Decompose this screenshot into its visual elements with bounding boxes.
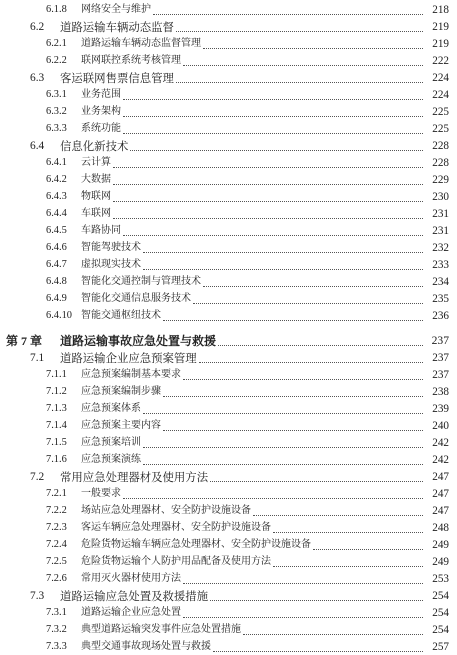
toc-entry-number: 6.4.9	[46, 293, 67, 304]
toc-entry-page-number: 224	[432, 72, 449, 84]
toc-entry-page-number: 228	[432, 157, 449, 169]
toc-entry-number: 6.3.1	[46, 89, 67, 100]
dot-leader	[163, 385, 423, 397]
toc-entry[interactable]	[0, 571, 457, 587]
toc-entry[interactable]	[0, 87, 457, 103]
dot-leader	[273, 555, 423, 567]
toc-entry-page-number: 248	[432, 522, 449, 534]
toc-entry-page-number: 254	[432, 607, 449, 619]
toc-entry[interactable]	[0, 588, 457, 604]
toc-entry-title: 智能化交通信息服务技术	[81, 293, 191, 304]
toc-entry-page-number: 257	[432, 641, 449, 653]
toc-entry[interactable]	[0, 435, 457, 451]
dot-leader	[183, 368, 423, 380]
toc-entry[interactable]	[0, 206, 457, 222]
toc-entry-number: 7.1.4	[46, 420, 67, 431]
toc-entry-title: 一般要求	[81, 488, 121, 499]
toc-entry-page-number: 231	[432, 208, 449, 220]
dot-leader	[213, 640, 423, 652]
dot-leader	[163, 309, 423, 321]
toc-entry[interactable]	[0, 537, 457, 553]
toc-entry-title: 危险货物运输个人防护用品配备及使用方法	[81, 556, 271, 567]
toc-entry-title: 客运车辆应急处理器材、安全防护设施设备	[81, 522, 271, 533]
toc-entry-page-number: 224	[432, 89, 449, 101]
toc-entry[interactable]	[0, 350, 457, 366]
toc-entry-page-number: 219	[432, 21, 449, 33]
toc-entry[interactable]	[0, 384, 457, 400]
toc-entry-page-number: 253	[432, 573, 449, 585]
dot-leader	[199, 351, 423, 363]
toc-entry-title: 场站应急处理器材、安全防护设施设备	[81, 505, 251, 516]
toc-entry-page-number: 235	[432, 293, 449, 305]
toc-entry-title: 网络安全与维护	[81, 4, 151, 15]
toc-entry-page-number: 218	[432, 4, 449, 16]
toc-entry[interactable]	[0, 121, 457, 137]
dot-leader	[143, 258, 423, 270]
toc-entry[interactable]	[0, 257, 457, 273]
toc-entry-title: 物联网	[81, 191, 111, 202]
toc-entry-title: 典型道路运输突发事件应急处置措施	[81, 624, 241, 635]
dot-leader	[176, 20, 423, 32]
toc-entry[interactable]	[0, 70, 457, 86]
toc-entry-title: 应急预案体系	[81, 403, 141, 414]
toc-entry-number: 7.3.1	[46, 607, 67, 618]
toc-entry-title: 道路运输应急处置及救援措施	[60, 589, 209, 603]
toc-entry[interactable]	[0, 2, 457, 18]
toc-entry-number: 6.4.8	[46, 276, 67, 287]
toc-entry[interactable]	[0, 19, 457, 35]
toc-entry[interactable]	[0, 333, 457, 349]
toc-entry-number: 7.2.6	[46, 573, 67, 584]
toc-entry-number: 7.1.3	[46, 403, 67, 414]
toc-entry-number: 6.2.2	[46, 55, 67, 66]
toc-entry-title: 应急预案培训	[81, 437, 141, 448]
dot-leader	[176, 71, 423, 83]
dot-leader	[113, 156, 423, 168]
toc-entry[interactable]	[0, 291, 457, 307]
toc-entry[interactable]	[0, 639, 457, 655]
dot-leader	[123, 122, 423, 134]
toc-entry-number: 7.3.3	[46, 641, 67, 652]
toc-entry-title: 应急预案主要内容	[81, 420, 161, 431]
toc-entry[interactable]	[0, 104, 457, 120]
dot-leader	[130, 139, 423, 151]
toc-entry[interactable]	[0, 452, 457, 468]
toc-entry-page-number: 225	[432, 123, 449, 135]
toc-entry[interactable]	[0, 308, 457, 324]
toc-entry[interactable]	[0, 486, 457, 502]
toc-entry[interactable]	[0, 240, 457, 256]
toc-entry-title: 常用灭火器材使用方法	[81, 573, 181, 584]
toc-entry-title: 车路协同	[81, 225, 121, 236]
toc-entry-title: 危险货物运输车辆应急处理器材、安全防护设施设备	[81, 539, 311, 550]
toc-entry-page-number: 237	[432, 352, 449, 364]
toc-entry-title: 业务架构	[81, 106, 121, 117]
dot-leader	[153, 3, 423, 15]
toc-entry-page-number: 231	[432, 225, 449, 237]
dot-leader	[210, 589, 423, 601]
dot-leader	[210, 470, 423, 482]
dot-leader	[143, 402, 423, 414]
dot-leader	[113, 173, 423, 185]
toc-entry-page-number: 249	[432, 556, 449, 568]
toc-entry[interactable]	[0, 605, 457, 621]
toc-entry-number: 7.1	[30, 352, 45, 364]
toc-entry-page-number: 222	[432, 55, 449, 67]
toc-entry-number: 6.4.2	[46, 174, 67, 185]
toc-entry[interactable]	[0, 53, 457, 69]
toc-entry-title: 道路运输车辆动态监督	[60, 20, 174, 34]
toc-entry-title: 客运联网售票信息管理	[60, 71, 174, 85]
toc-entry[interactable]	[0, 223, 457, 239]
toc-entry-page-number: 237	[431, 334, 449, 347]
toc-entry-title: 道路运输车辆动态监督管理	[81, 38, 201, 49]
toc-entry-page-number: 219	[432, 38, 449, 50]
toc-entry-number: 6.3.3	[46, 123, 67, 134]
dot-leader	[253, 504, 423, 516]
toc-entry-title: 信息化新技术	[60, 139, 129, 153]
toc-entry-number: 6.2	[30, 21, 45, 33]
toc-entry-number: 7.1.5	[46, 437, 67, 448]
toc-entry-title: 智能驾驶技术	[81, 242, 141, 253]
toc-entry[interactable]	[0, 172, 457, 188]
toc-entry[interactable]	[0, 155, 457, 171]
toc-entry[interactable]	[0, 189, 457, 205]
toc-entry-page-number: 247	[432, 488, 449, 500]
toc-entry-number: 7.2	[30, 471, 45, 483]
toc-entry-number: 7.1.6	[46, 454, 67, 465]
dot-leader	[123, 105, 423, 117]
toc-entry-number: 7.2.3	[46, 522, 67, 533]
toc-entry-number: 6.3	[30, 72, 45, 84]
toc-entry-page-number: 236	[432, 310, 449, 322]
toc-entry-page-number: 249	[432, 539, 449, 551]
dot-leader	[123, 487, 423, 499]
toc-entry-page-number: 242	[432, 454, 449, 466]
toc-entry-title: 道路运输事故应急处置与救援	[60, 334, 217, 348]
toc-entry-number: 7.1.1	[46, 369, 67, 380]
toc-entry-number: 6.4.7	[46, 259, 67, 270]
toc-entry-number: 6.2.1	[46, 38, 67, 49]
toc-entry[interactable]	[0, 138, 457, 154]
toc-entry-number: 6.3.2	[46, 106, 67, 117]
toc-entry-page-number: 247	[432, 505, 449, 517]
toc-entry[interactable]	[0, 418, 457, 434]
toc-entry-number: 7.2.1	[46, 488, 67, 499]
dot-leader	[243, 623, 423, 635]
toc-entry-title: 联网联控系统考核管理	[81, 55, 181, 66]
dot-leader	[203, 37, 423, 49]
toc-entry-title: 道路运输企业应急处置	[81, 607, 181, 618]
toc-entry-page-number: 237	[432, 369, 449, 381]
dot-leader	[193, 292, 423, 304]
toc-entry-number: 7.3.2	[46, 624, 67, 635]
toc-entry-page-number: 230	[432, 191, 449, 203]
toc-entry-number: 6.4	[30, 140, 45, 152]
toc-entry-number: 6.4.6	[46, 242, 67, 253]
toc-entry-number: 6.1.8	[46, 4, 67, 15]
toc-entry-number: 7.2.2	[46, 505, 67, 516]
toc-entry[interactable]	[0, 554, 457, 570]
toc-entry-number: 7.2.5	[46, 556, 67, 567]
toc-entry-title: 云计算	[81, 157, 111, 168]
dot-leader	[143, 241, 423, 253]
toc-entry-title: 智能化交通控制与管理技术	[81, 276, 201, 287]
toc-entry-page-number: 239	[432, 403, 449, 415]
dot-leader	[113, 207, 423, 219]
toc-entry-title: 车联网	[81, 208, 111, 219]
dot-leader	[183, 54, 423, 66]
toc-entry[interactable]	[0, 622, 457, 638]
dot-leader	[203, 275, 423, 287]
dot-leader	[113, 190, 423, 202]
toc-entry[interactable]	[0, 503, 457, 519]
toc-entry-page-number: 247	[432, 471, 449, 483]
dot-leader	[313, 538, 423, 550]
toc-entry-page-number: 234	[432, 276, 449, 288]
toc-entry[interactable]	[0, 36, 457, 52]
toc-entry-number: 7.3	[30, 590, 45, 602]
toc-entry-title: 应急预案编制基本要求	[81, 369, 181, 380]
toc-entry[interactable]	[0, 367, 457, 383]
toc-entry-number: 7.1.2	[46, 386, 67, 397]
dot-leader	[218, 334, 423, 346]
toc-entry-title: 系统功能	[81, 123, 121, 134]
toc-entry-page-number: 228	[432, 140, 449, 152]
toc-entry-page-number: 232	[432, 242, 449, 254]
toc-entry-title: 常用应急处理器材及使用方法	[60, 470, 209, 484]
toc-entry-page-number: 238	[432, 386, 449, 398]
toc-entry-page-number: 229	[432, 174, 449, 186]
toc-entry-page-number: 242	[432, 437, 449, 449]
toc-entry-number: 第 7 章	[6, 334, 43, 348]
toc-entry-title: 业务范围	[81, 89, 121, 100]
toc-entry-title: 智能交通枢纽技术	[81, 310, 161, 321]
dot-leader	[163, 419, 423, 431]
toc-entry-page-number: 254	[432, 624, 449, 636]
toc-entry-number: 6.4.3	[46, 191, 67, 202]
toc-entry-page-number: 233	[432, 259, 449, 271]
toc-entry-number: 6.4.5	[46, 225, 67, 236]
toc-entry-page-number: 225	[432, 106, 449, 118]
toc-entry-title: 大数据	[81, 174, 111, 185]
toc-entry-number: 7.2.4	[46, 539, 67, 550]
dot-leader	[183, 572, 423, 584]
toc-entry[interactable]	[0, 401, 457, 417]
toc-entry-page-number: 240	[432, 420, 449, 432]
toc-entry-title: 典型交通事故现场处置与救援	[81, 641, 211, 652]
toc-entry-title: 应急预案编制步骤	[81, 386, 161, 397]
toc-entry-number: 6.4.10	[46, 310, 72, 321]
dot-leader	[183, 606, 423, 618]
toc-entry[interactable]	[0, 469, 457, 485]
toc-entry-page-number: 254	[432, 590, 449, 602]
toc-entry-title: 道路运输企业应急预案管理	[60, 351, 197, 365]
dot-leader	[123, 88, 423, 100]
dot-leader	[123, 224, 423, 236]
toc-entry[interactable]	[0, 520, 457, 536]
toc-entry-number: 6.4.1	[46, 157, 67, 168]
dot-leader	[143, 453, 423, 465]
toc-entry-title: 应急预案演练	[81, 454, 141, 465]
toc-entry-title: 虚拟现实技术	[81, 259, 141, 270]
dot-leader	[273, 521, 423, 533]
dot-leader	[143, 436, 423, 448]
toc-entry-number: 6.4.4	[46, 208, 67, 219]
toc-entry[interactable]	[0, 274, 457, 290]
